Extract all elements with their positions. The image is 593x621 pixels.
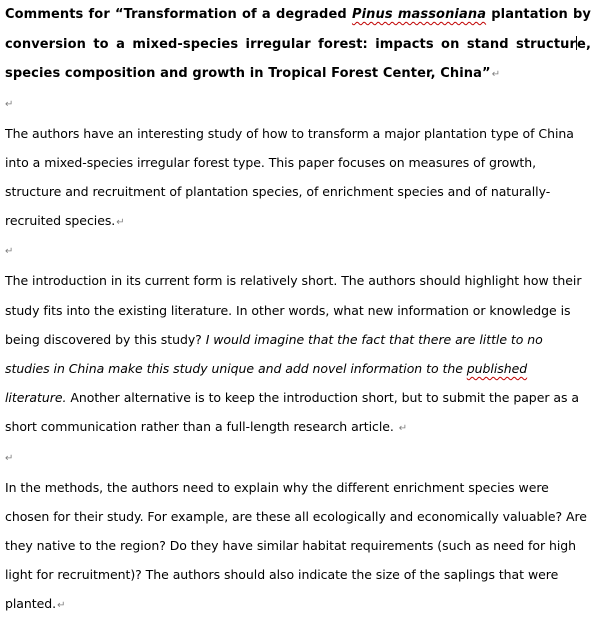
title-text-end: e, species composition and growth in Tropical Forest Center, China” xyxy=(5,36,591,81)
empty-paragraph xyxy=(5,90,591,119)
empty-paragraph xyxy=(5,444,591,473)
paragraph-introduction xyxy=(5,266,591,443)
paragraph-mark-icon: ↵ xyxy=(5,246,14,258)
paragraph-summary-text: The authors have an interesting study of how to transform a major plantation type of China into a mixed-species irregular forest type. This paper focuses on measures of growth, structure and recruitment of plantation species, of enrichment species and of naturally-recruited species. xyxy=(5,125,574,229)
paragraph-mark-icon: ↵ xyxy=(5,452,14,464)
paragraph-mark-icon: ↵ xyxy=(5,98,14,110)
empty-paragraph xyxy=(5,237,591,266)
paragraph-methods xyxy=(5,473,591,621)
paragraph-mark-icon: ↵ xyxy=(57,600,66,612)
paragraph-mark-icon: ↵ xyxy=(398,423,408,435)
paragraph-mark-icon: ↵ xyxy=(491,69,501,80)
spelling-flag-word: published xyxy=(466,360,528,376)
comments-title xyxy=(5,0,591,90)
paragraph-introduction-text-end: Another alternative is to keep the introduction short, but to submit the paper as a short communication rather than a full-length research article. xyxy=(5,390,579,435)
title-text-middle: plantation by conversion to a mixed-species irregular forest: impacts on stand structur xyxy=(5,7,591,52)
document-page[interactable] xyxy=(5,0,591,621)
italic-text-end: literature. xyxy=(5,390,67,406)
paragraph-summary xyxy=(5,119,591,238)
title-species-name: Pinus massoniana xyxy=(351,7,487,22)
paragraph-introduction-text: The introduction in its current form is relatively short. The authors should highlight how their study fits into the existing literature. In other words, what new information or knowledge is being discovered by this study? xyxy=(5,273,582,347)
title-text-start: Comments for “Transformation of a degraded xyxy=(5,7,352,22)
paragraph-methods-text: In the methods, the authors need to explain why the different enrichment species were chosen for their study. For example, are these all ecologically and economically valuable? Are they native to the region? Do they have similar habitat requirements (such as need for high light for recruitment)? The authors should also indicate the size of the saplings that were planted. xyxy=(5,479,587,612)
italic-text: I would imagine that the fact that there are little to no studies in China make this study unique and add novel information to the xyxy=(5,331,543,376)
paragraph-mark-icon: ↵ xyxy=(116,217,125,229)
